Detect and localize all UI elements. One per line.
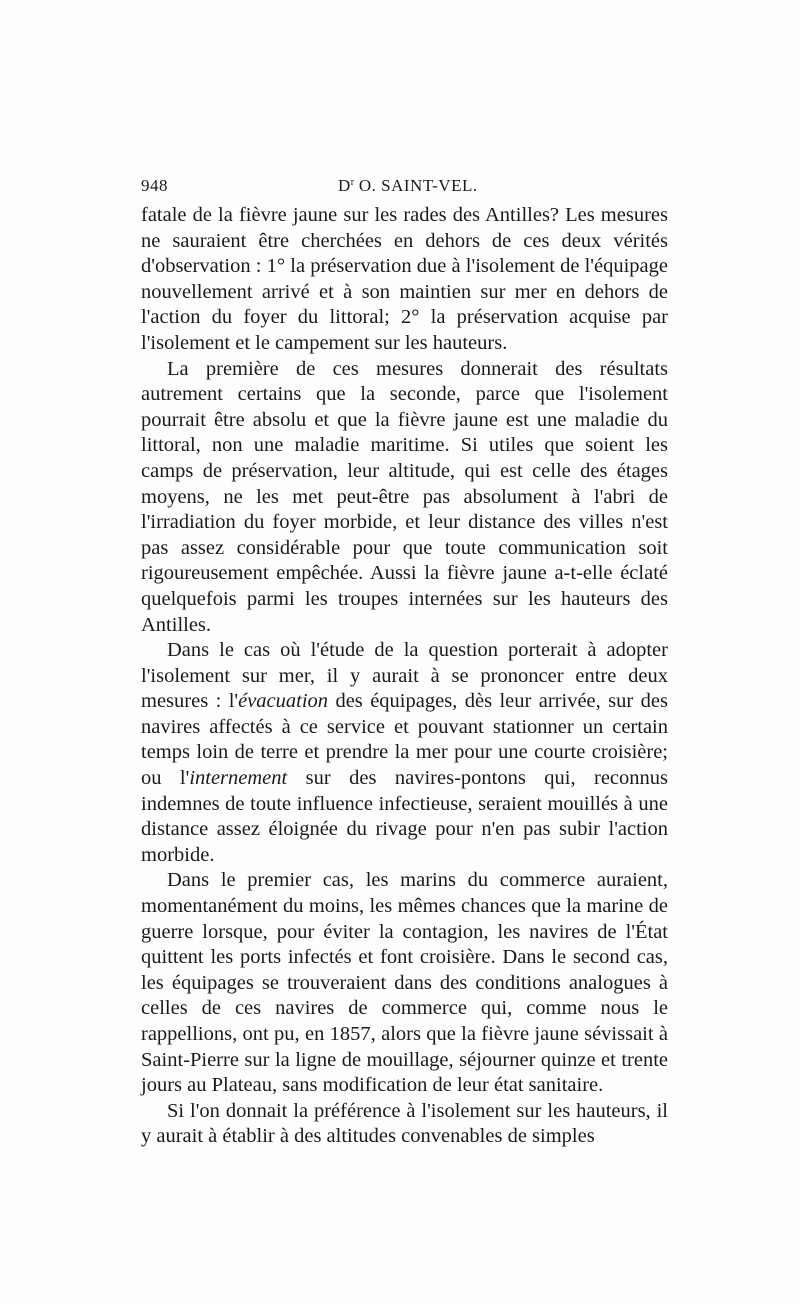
running-head bbox=[141, 176, 667, 202]
paragraph-text: Dans le cas où l'étude de la question porterait à adopter l'isolement sur mer, il y aurait à se prononcer entre deux mesures : l' bbox=[141, 639, 668, 713]
page-number: 948 bbox=[141, 176, 168, 195]
body-text bbox=[141, 203, 668, 1150]
paragraph: Si l'on donnait la préférence à l'isolement sur les hauteurs, il y aurait à établir à des altitudes convenables de simples bbox=[141, 1099, 668, 1148]
paragraph: Dans le premier cas, les marins du commerce auraient, momentanément du moins, les mêmes chances que la marine de guerre lorsque, pour éviter la contagion, les navires de l'État quittent les ports infectés et font croisière. Dans le second cas, les équipages se trouveraient dans des conditions analogues à celles de ces navires de commerce qui, comme nous le rappellions, ont pu, en 1857, alors que la fièvre jaune sévissait à Saint-Pierre sur la ligne de mouillage, séjourner quinze et trente jours au Plateau, sans modification de leur état sanitaire. bbox=[141, 869, 668, 1097]
author-prefix: D bbox=[338, 176, 351, 195]
italic-term: internement bbox=[189, 767, 288, 790]
paragraph: La première de ces mesures donnerait des résultats autrement certains que la seconde, parce que l'isolement pourrait être absolu et que la fièvre jaune est une maladie du littoral, non une maladie maritime. Si utiles que soient les camps de préservation, leur altitude, qui est celle des étages moyens, ne les met peut-être pas absolument à l'abri de l'irradiation du foyer morbide, et leur distance des villes n'est pas assez considérable pour que toute communication soit rigoureusement empêchée. Aussi la fièvre jaune a-t-elle éclaté quelquefois parmi les troupes internées sur les hauteurs des Antilles. bbox=[141, 357, 668, 636]
paragraph: fatale de la fièvre jaune sur les rades des Antilles? Les mesures ne sauraient être cherchées en dehors de ces deux vérités d'observation : 1° la préservation due à l'isolement de l'équipage nouvellement arrivé et à son maintien sur mer en dehors de l'action du foyer du littoral; 2° la préservation acquise par l'isolement et le campement sur les hauteurs. bbox=[141, 204, 668, 354]
author-name: O. SAINT-VEL. bbox=[354, 176, 478, 195]
italic-term: évacuation bbox=[238, 690, 329, 713]
paragraph bbox=[141, 638, 668, 868]
running-title bbox=[338, 176, 478, 196]
paragraph-text: des équipages, dès leur arrivée, sur des navires affectés à ce service et pouvant stationner un certain temps loin de terre et prendre la mer pour une courte croisière; ou l' bbox=[141, 690, 668, 790]
author-title-superscript: r bbox=[350, 177, 355, 188]
paragraph-text: sur des navires-pontons qui, reconnus indemnes de toute influence infectieuse, seraient mouillés à une distance assez éloignée du rivage pour n'en pas subir l'action morbide. bbox=[141, 767, 668, 866]
